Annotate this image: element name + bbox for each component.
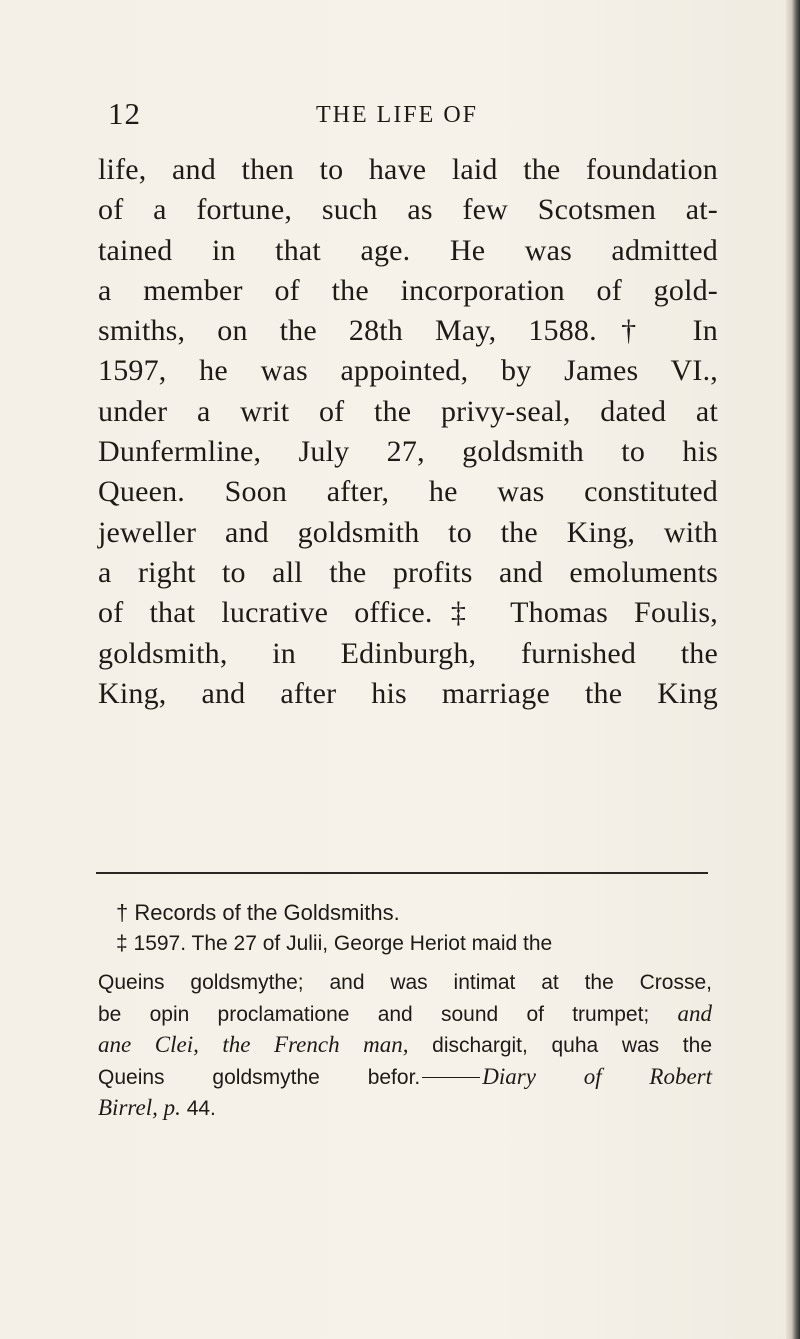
body-line: King, and after his marriage the King <box>98 676 718 710</box>
footnote-text: dischargit, quha was the <box>432 1034 712 1057</box>
footnote-ddagger-line <box>98 1062 712 1094</box>
footnote-divider <box>96 872 708 874</box>
footnote-italic-text: ane Clei, the French man, <box>98 1032 409 1057</box>
footnote-ddagger-line <box>98 1093 712 1125</box>
body-text <box>98 150 718 714</box>
footnote-ddagger-line: Queins goldsmythe; and was intimat at the Crosse, <box>98 971 712 994</box>
running-head <box>108 96 708 136</box>
running-title: THE LIFE OF <box>316 102 478 128</box>
page-number: 12 <box>108 96 141 131</box>
footnote-italic-text: and <box>677 1000 712 1026</box>
footnote-ddagger-line <box>98 1030 712 1062</box>
page-gutter-shadow <box>786 0 800 1339</box>
body-line: jeweller and goldsmith to the King, with <box>98 515 718 549</box>
body-line: Queen. Soon after, he was constituted <box>98 475 718 509</box>
body-line: under a writ of the privy-seal, dated at <box>98 394 718 428</box>
footnote-continuation <box>98 968 712 1125</box>
footnote-italic-text: Birrel, p. <box>98 1095 181 1120</box>
em-dash-rule <box>422 1077 480 1078</box>
body-line: tained in that age. He was admitted <box>98 233 718 267</box>
body-line: a right to all the profits and emoluments <box>98 555 718 589</box>
body-line: 1597, he was appointed, by James VI., <box>98 354 718 388</box>
footnote-text: Queins goldsmythe befor. <box>98 1065 421 1089</box>
body-line: of that lucrative office.‡ Thomas Foulis, <box>98 596 718 630</box>
footnotes <box>116 898 712 959</box>
footnote-italic-text: Diary of Robert <box>482 1063 712 1089</box>
footnote-text: 44. <box>186 1097 216 1120</box>
body-line: a member of the incorporation of gold- <box>98 273 718 307</box>
body-line: Dunfermline, July 27, goldsmith to his <box>98 435 718 469</box>
footnote-ddagger-line <box>98 999 712 1031</box>
body-line: goldsmith, in Edinburgh, furnished the <box>98 636 718 670</box>
body-line: smiths, on the 28th May, 1588.† In <box>98 314 718 348</box>
footnote-ddagger-line: ‡ 1597. The 27 of Julii, George Heriot maid the <box>116 931 553 955</box>
body-line: of a fortune, such as few Scotsmen at- <box>98 193 718 227</box>
footnote-dagger: † Records of the Goldsmiths. <box>116 900 400 925</box>
body-line: life, and then to have laid the foundation <box>98 153 718 186</box>
footnote-text: be opin proclamatione and sound of trumpet; <box>98 1002 650 1026</box>
